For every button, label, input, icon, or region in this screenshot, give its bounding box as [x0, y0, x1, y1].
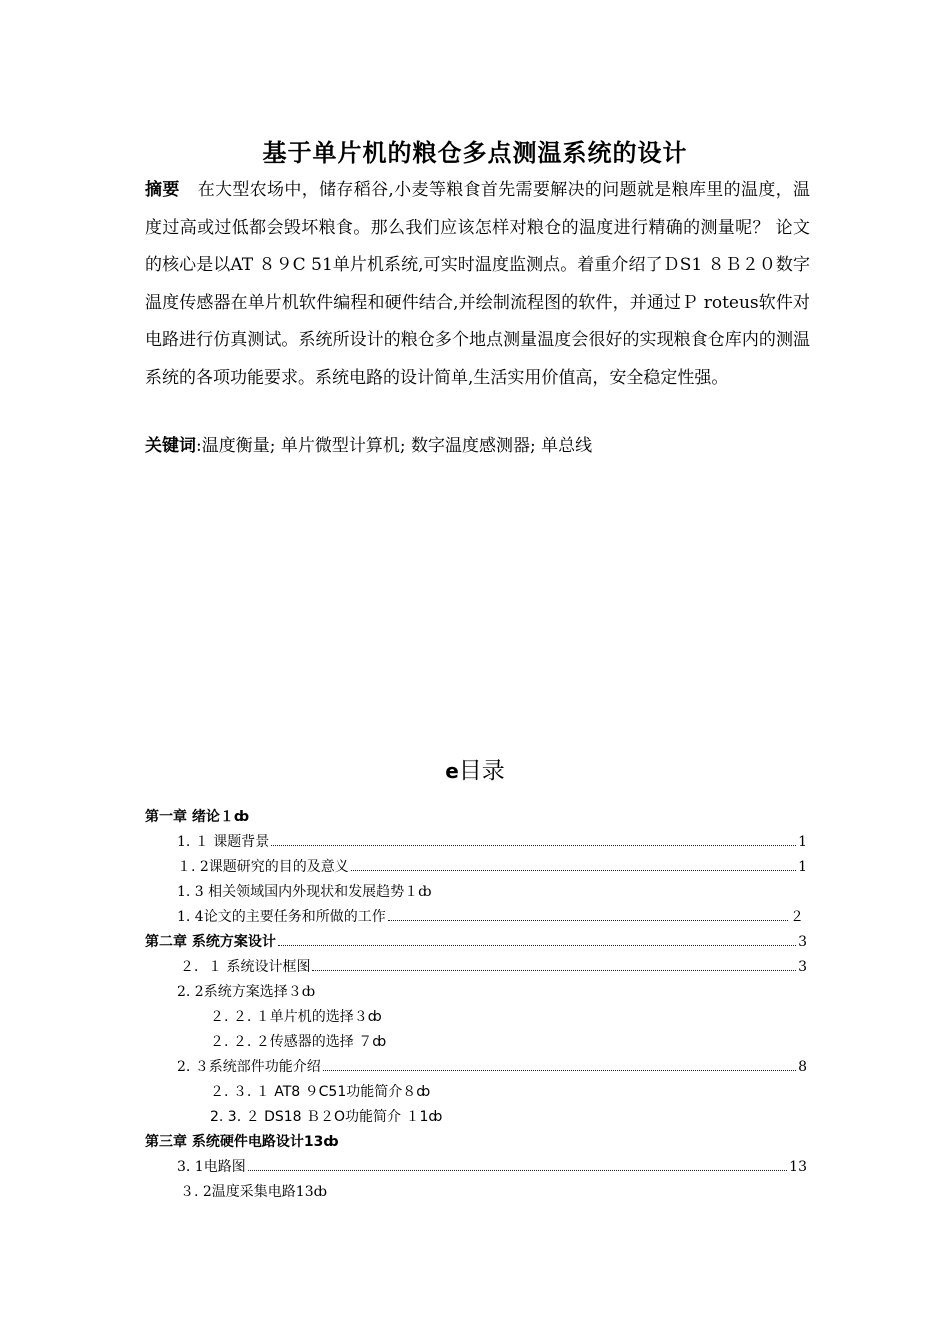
- toc-entry-page: 1: [798, 859, 807, 875]
- toc-heading: [0, 752, 950, 785]
- toc-entry-3-1[interactable]: [177, 1158, 807, 1176]
- toc-entry-1-4[interactable]: [177, 908, 804, 926]
- toc-entry-text: 1. 3 相关领域国内外现状和发展趋势１ȸ: [177, 884, 432, 900]
- toc-leader-dots: [248, 1158, 787, 1171]
- toc-entry-1-1[interactable]: [177, 833, 807, 851]
- toc-entry-text: ３. 2温度采集电路13ȸ: [180, 1184, 328, 1200]
- toc-entry-2-3-1[interactable]: [210, 1083, 430, 1101]
- toc-entry-text: 第三章 系统硬件电路设计13ȸ: [145, 1134, 339, 1150]
- toc-leader-dots: [323, 1058, 796, 1071]
- toc-heading-text: 目录: [458, 758, 505, 784]
- toc-entry-text: 2. 3. ２ DS18 Ｂ２O功能简介 １1ȸ: [210, 1109, 443, 1125]
- toc-leader-dots: [312, 958, 796, 971]
- toc-entry-2-3[interactable]: [177, 1058, 807, 1076]
- toc-entry-2-3-2[interactable]: [210, 1108, 442, 1126]
- toc-entry-2-2[interactable]: [177, 983, 315, 1001]
- toc-entry-text: ２. ２. １单片机的选择３ȸ: [210, 1009, 382, 1025]
- toc-entry-text: 第二章 系统方案设计: [145, 934, 276, 950]
- toc-entry-page: 3: [798, 934, 807, 950]
- toc-entry-text: 1. １ 课题背景: [177, 834, 270, 850]
- keywords-label: 关键词: [145, 436, 196, 456]
- toc-leader-dots: [271, 833, 796, 846]
- toc-entry-text: 2. 2系统方案选择３ȸ: [177, 984, 316, 1000]
- document-title: 基于单片机的粮仓多点测温系统的设计: [262, 139, 688, 167]
- toc-entry-2-2-1[interactable]: [210, 1008, 382, 1026]
- toc-entry-text: １. 2课题研究的目的及意义: [177, 859, 349, 875]
- toc-entry-text: 1. 4论文的主要任务和所做的工作: [177, 909, 386, 925]
- toc-heading-mark: e: [445, 759, 459, 783]
- keywords-text: :温度衡量; 单片微型计算机; 数字温度感测器; 单总线: [196, 436, 593, 456]
- abstract-paragraph: [145, 172, 810, 397]
- toc-entry-page: 3: [798, 959, 807, 975]
- toc-entry-page: 8: [798, 1059, 807, 1075]
- toc-leader-dots: [351, 858, 796, 871]
- toc-leader-dots: [278, 933, 796, 946]
- toc-entry-text: ２. ３. １ AT8 ９C51功能简介８ȸ: [210, 1084, 431, 1100]
- toc-entry-text: 第一章 绪论１ȸ: [145, 809, 250, 825]
- abstract-text: 在大型农场中，储存稻谷,小麦等粮食首先需要解决的问题就是粮库里的温度，温度过高或过低都会毁坏粮食。那么我们应该怎样对粮仓的温度进行精确的测量呢？ 论文的核心是以AT ８９C 51单片机系统,可实时温度监测点。着重介绍了ＤS1 ８Ｂ２０数字温度传感器在单片机软件编程和硬件结合,并绘制流程图的软件，并通过Ｐ roteus软件对电路进行仿真测试。系统所设计的粮仓多个地点测量温度会很好的实现粮食仓库内的测温系统的各项功能要求。系统电路的设计简单,生活实用价值高，安全稳定性强。: [145, 180, 811, 388]
- toc-entry-page: ２: [790, 909, 804, 925]
- toc-entry-text: 2. ３系统部件功能介绍: [177, 1059, 321, 1075]
- toc-entry-text: 3. 1电路图: [177, 1159, 246, 1175]
- toc-entry-page: 1: [798, 834, 807, 850]
- toc-leader-dots: [388, 908, 788, 921]
- toc-entry-text: ２．１ 系统设计框图: [180, 959, 311, 975]
- toc-entry-text: ２. ２. ２传感器的选择 ７ȸ: [210, 1034, 387, 1050]
- abstract-label: 摘要: [145, 180, 180, 200]
- toc-entry-2-2-2[interactable]: [210, 1033, 386, 1051]
- toc-entry-page: 13: [789, 1159, 807, 1175]
- toc-entry-1-3[interactable]: [177, 883, 432, 901]
- toc-entry-chapter-2[interactable]: [145, 933, 807, 951]
- toc-entry-1-2[interactable]: [177, 858, 807, 876]
- toc-entry-chapter-1[interactable]: [145, 808, 249, 826]
- keywords-line: [145, 431, 810, 456]
- toc-entry-chapter-3[interactable]: [145, 1133, 339, 1151]
- toc-entry-3-2[interactable]: [180, 1183, 327, 1201]
- toc-entry-2-1[interactable]: [180, 958, 807, 976]
